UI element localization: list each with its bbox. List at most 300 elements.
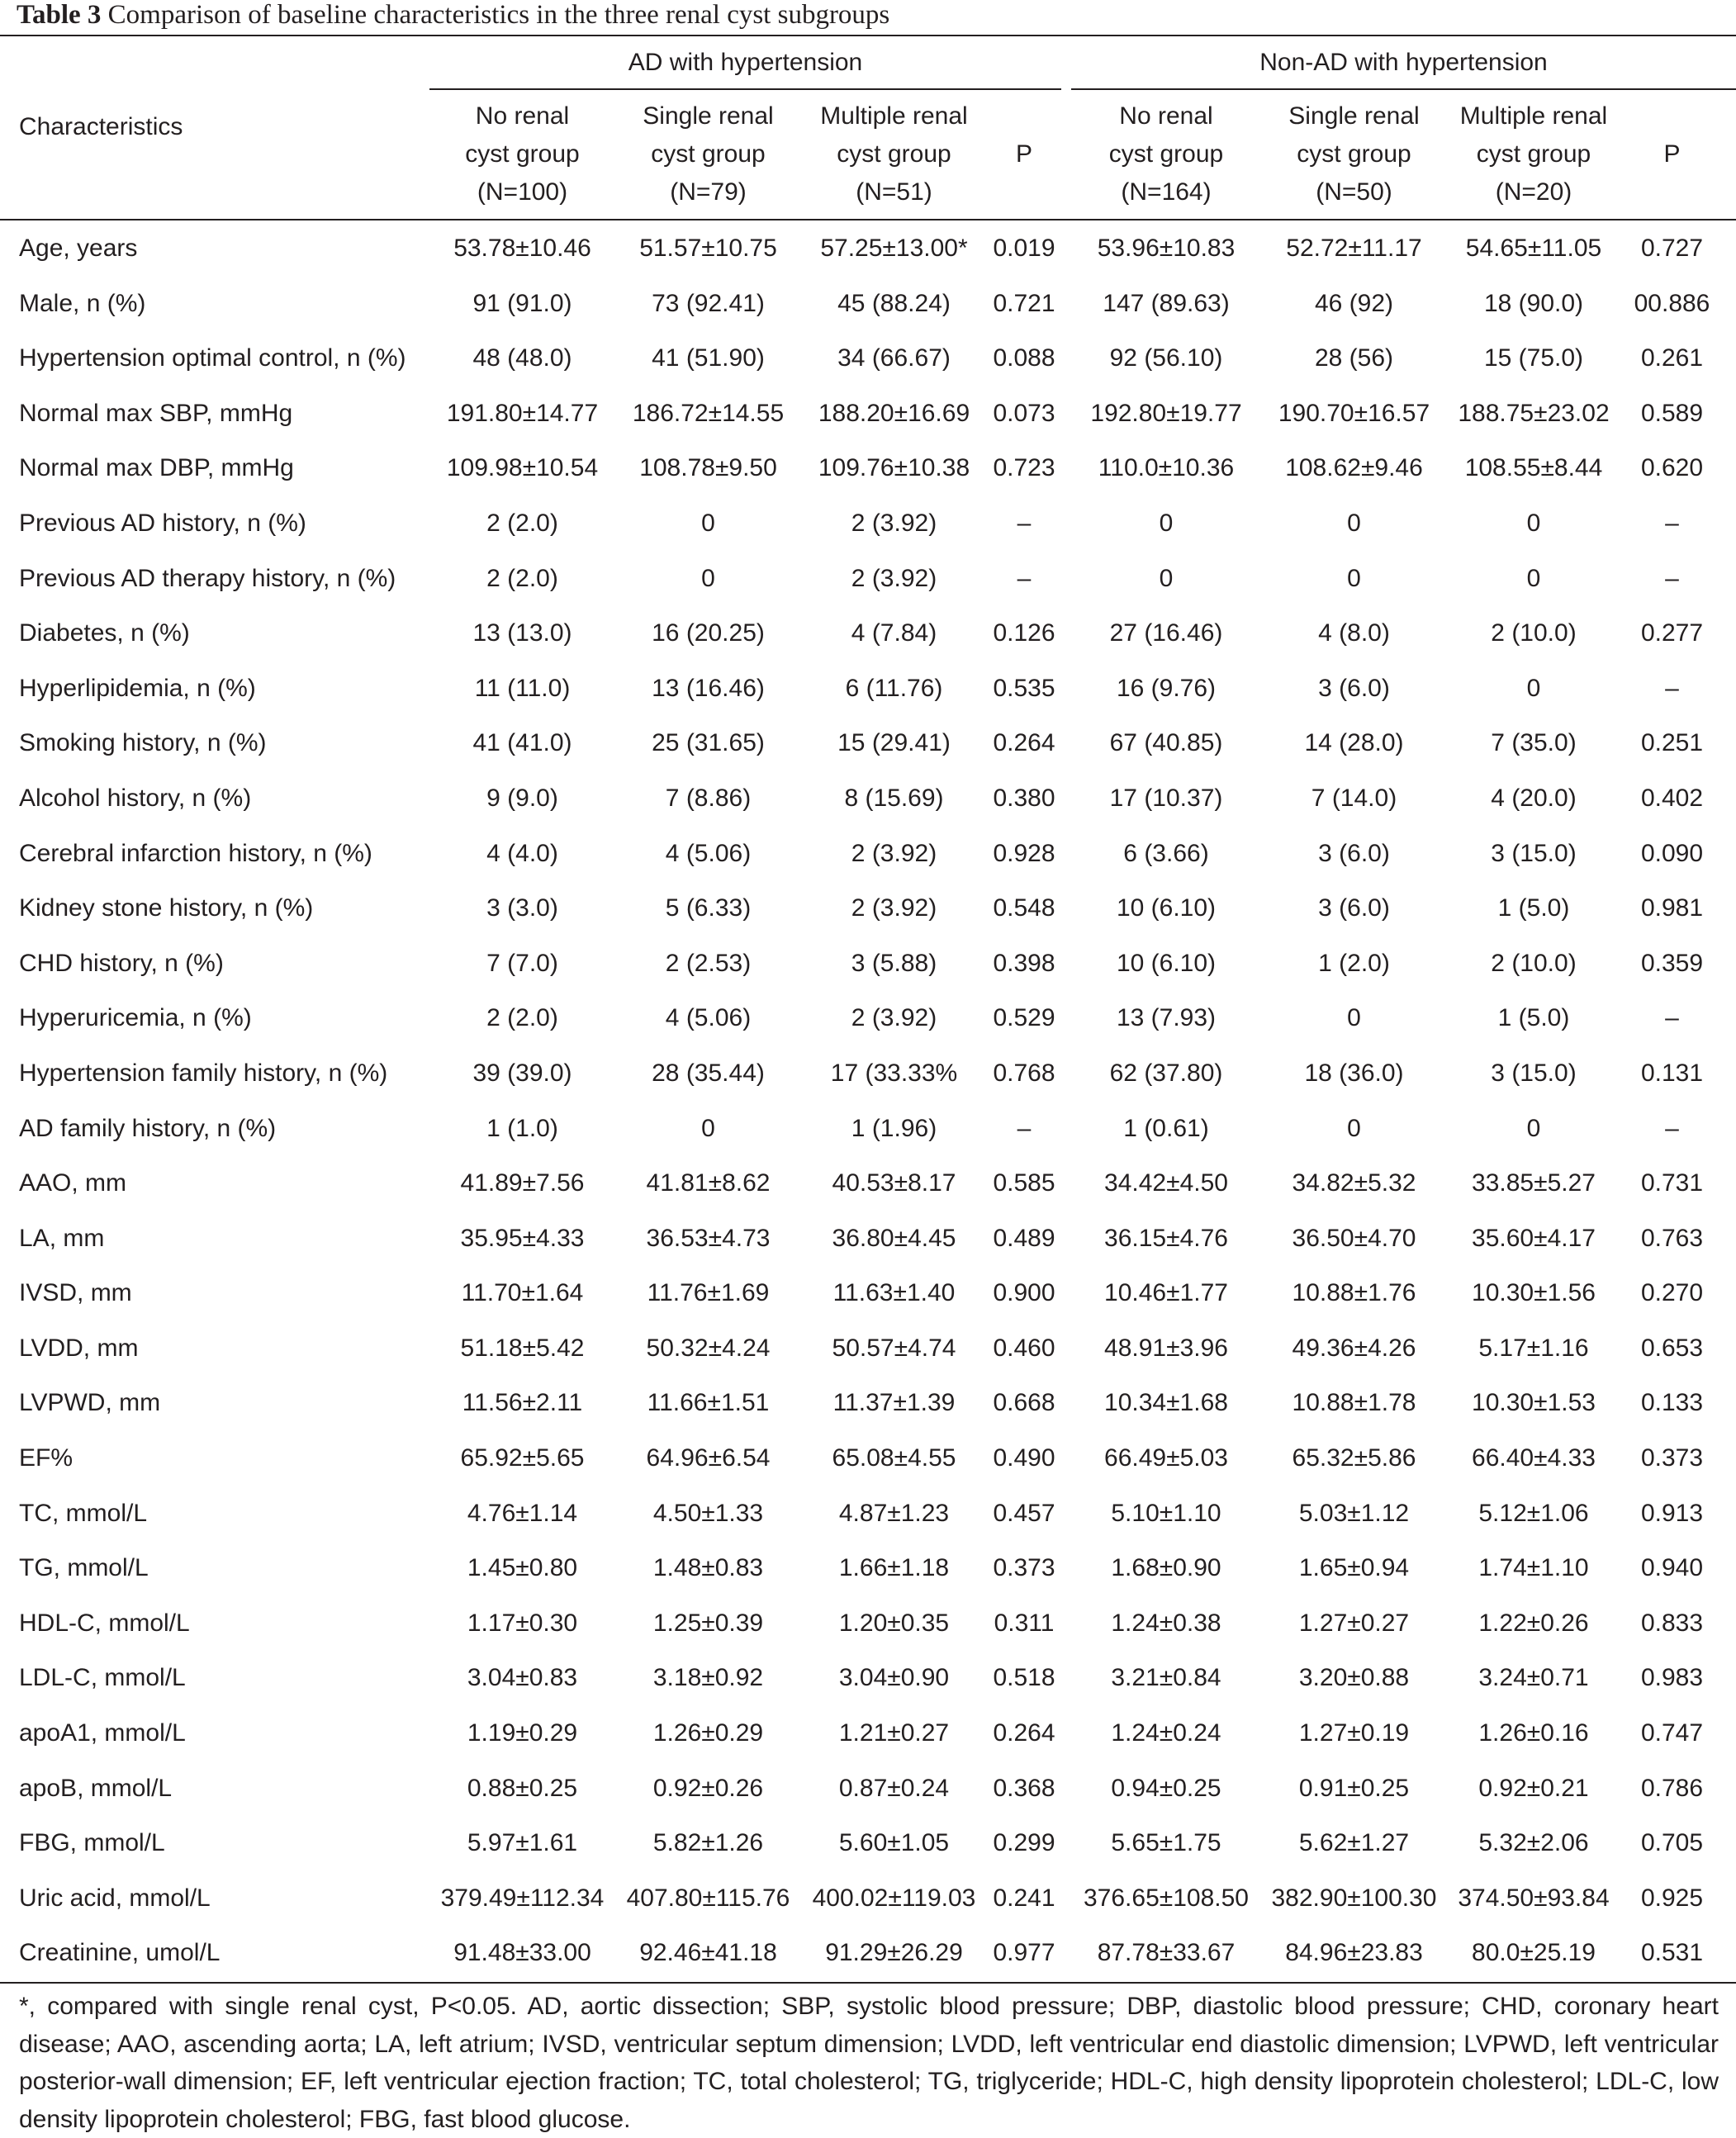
cell-nonad-single-cyst: 1 (2.0) — [1318, 949, 1390, 977]
cell-ad-single-cyst: 11.76±1.69 — [647, 1279, 770, 1307]
cell-ad-single-cyst: 28 (35.44) — [652, 1059, 765, 1087]
row-label: AD family history, n (%) — [19, 1114, 277, 1142]
cell-ad-single-cyst: 73 (92.41) — [652, 289, 765, 317]
cell-nonad-multiple-cyst: 1 (5.0) — [1497, 1004, 1570, 1032]
table-row — [0, 1102, 1736, 1157]
table-row — [0, 441, 1736, 496]
cell-ad-p: 0.264 — [993, 729, 1055, 757]
cell-ad-p: 0.373 — [993, 1554, 1055, 1582]
cell-nonad-no-cyst: 66.49±5.03 — [1104, 1444, 1228, 1472]
col-header-nonad-multiple-cyst — [1447, 97, 1620, 211]
col-header-nonad-p — [1620, 135, 1724, 173]
cell-nonad-no-cyst: 5.65±1.75 — [1111, 1829, 1221, 1857]
cell-ad-no-cyst: 3.04±0.83 — [467, 1664, 578, 1692]
cell-ad-p: 0.241 — [993, 1884, 1055, 1912]
col-header-line: Single renal — [1288, 102, 1420, 130]
cell-nonad-multiple-cyst: 3 (15.0) — [1491, 1059, 1577, 1087]
cell-ad-no-cyst: 1 (1.0) — [486, 1114, 558, 1142]
cell-ad-single-cyst: 2 (2.53) — [665, 949, 752, 977]
cell-ad-single-cyst: 108.78±9.50 — [639, 454, 777, 482]
row-label: LDL-C, mmol/L — [19, 1664, 186, 1692]
cell-nonad-p: 00.886 — [1634, 289, 1710, 317]
cell-nonad-p: 0.833 — [1640, 1609, 1704, 1637]
cell-nonad-p: 0.653 — [1640, 1334, 1704, 1362]
cell-ad-no-cyst: 35.95±4.33 — [460, 1224, 585, 1252]
cell-nonad-single-cyst: 4 (8.0) — [1318, 619, 1390, 647]
cell-ad-single-cyst: 407.80±115.76 — [626, 1884, 790, 1912]
cell-nonad-single-cyst: 0 — [1347, 564, 1361, 592]
col-header-nonad-no-cyst — [1071, 97, 1261, 211]
cell-nonad-no-cyst: 62 (37.80) — [1109, 1059, 1223, 1087]
cell-ad-p: – — [1017, 1114, 1032, 1142]
row-label: CHD history, n (%) — [19, 949, 224, 977]
cell-ad-p: 0.380 — [993, 784, 1055, 812]
cell-ad-no-cyst: 2 (2.0) — [486, 1004, 558, 1032]
cell-nonad-p: 0.133 — [1640, 1389, 1704, 1417]
row-label: LVDD, mm — [19, 1334, 139, 1362]
cell-nonad-multiple-cyst: 80.0±25.19 — [1472, 1939, 1596, 1967]
cell-ad-single-cyst: 4.50±1.33 — [652, 1499, 764, 1527]
cell-nonad-p: 0.589 — [1640, 399, 1704, 427]
table-row — [0, 1211, 1736, 1267]
cell-ad-multiple-cyst: 11.63±1.40 — [832, 1279, 956, 1307]
cell-nonad-multiple-cyst: 0 — [1526, 1114, 1541, 1142]
cell-ad-no-cyst: 51.18±5.42 — [460, 1334, 585, 1362]
table-footnote: *, compared with single renal cyst, P<0.05. AD, aortic dissection; SBP, systolic blood pressure; DBP, diastolic blood pressure; CHD, coronary heart disease; AAO, ascending aorta; LA, left atrium; IVSD, ventricular septum dimension; LVDD, left ventricular end diastolic dimension; LVPWD, left ventricular posterior-wall dimension; EF, left ventricular ejection fraction; TC, total cholesterol; TG, triglyceride; HDL-C, high density lipoprotein cholesterol; LDL-C, low density lipoprotein cholesterol; FBG, fast blood glucose. — [19, 1993, 1719, 2133]
row-label: HDL-C, mmol/L — [19, 1609, 190, 1637]
cell-nonad-single-cyst: 10.88±1.78 — [1292, 1389, 1416, 1417]
cell-nonad-single-cyst: 5.62±1.27 — [1298, 1829, 1410, 1857]
cell-nonad-multiple-cyst: 1.74±1.10 — [1478, 1554, 1589, 1582]
cell-nonad-single-cyst: 3 (6.0) — [1318, 839, 1390, 867]
table-row — [0, 386, 1736, 442]
cell-ad-no-cyst: 2 (2.0) — [486, 509, 558, 537]
cell-nonad-no-cyst: 10 (6.10) — [1116, 894, 1217, 922]
cell-ad-no-cyst: 13 (13.0) — [472, 619, 572, 647]
cell-ad-no-cyst: 379.49±112.34 — [440, 1884, 605, 1912]
col-header-line: P — [1015, 140, 1032, 168]
cell-ad-single-cyst: 25 (31.65) — [652, 729, 765, 757]
cell-nonad-p: – — [1665, 1004, 1679, 1032]
cell-nonad-p: – — [1665, 1114, 1679, 1142]
cell-nonad-p: 0.913 — [1640, 1499, 1704, 1527]
col-header-line: (N=51) — [856, 178, 932, 206]
cell-ad-multiple-cyst: 40.53±8.17 — [832, 1169, 956, 1197]
row-label: Hyperuricemia, n (%) — [19, 1004, 252, 1032]
table-row — [0, 716, 1736, 771]
cell-nonad-multiple-cyst: 0 — [1526, 674, 1541, 702]
cell-nonad-single-cyst: 3.20±0.88 — [1298, 1664, 1410, 1692]
table-row — [0, 661, 1736, 717]
cell-nonad-multiple-cyst: 0 — [1526, 509, 1541, 537]
cell-ad-multiple-cyst: 6 (11.76) — [845, 674, 943, 702]
cell-ad-single-cyst: 0 — [701, 564, 715, 592]
table-row — [0, 1046, 1736, 1102]
cell-ad-multiple-cyst: 1 (1.96) — [851, 1114, 937, 1142]
table-row — [0, 1706, 1736, 1761]
cell-ad-p: 0.723 — [993, 454, 1055, 482]
col-header-line: (N=164) — [1121, 178, 1212, 206]
cell-ad-multiple-cyst: 8 (15.69) — [844, 784, 944, 812]
cell-nonad-p: 0.763 — [1640, 1224, 1704, 1252]
col-header-ad-single-cyst — [615, 97, 801, 211]
cell-ad-single-cyst: 186.72±14.55 — [632, 399, 785, 427]
cell-ad-no-cyst: 91 (91.0) — [472, 289, 572, 317]
cell-nonad-no-cyst: 53.96±10.83 — [1097, 235, 1236, 262]
cell-ad-single-cyst: 0.92±0.26 — [652, 1774, 764, 1802]
col-header-line: cyst group — [1108, 140, 1224, 168]
cell-ad-multiple-cyst: 36.80±4.45 — [832, 1224, 956, 1252]
cell-nonad-multiple-cyst: 7 (35.0) — [1491, 729, 1577, 757]
cell-ad-p: 0.490 — [993, 1444, 1055, 1472]
cell-ad-p: 0.548 — [993, 894, 1055, 922]
row-label: FBG, mmol/L — [19, 1829, 165, 1857]
cell-nonad-single-cyst: 34.82±5.32 — [1292, 1169, 1416, 1197]
table-title: Comparison of baseline characteristics in the three renal cyst subgroups — [107, 0, 890, 30]
table-label: Table 3 — [17, 0, 102, 30]
cell-ad-p: 0.019 — [993, 235, 1055, 262]
row-label: LA, mm — [19, 1224, 105, 1252]
cell-ad-single-cyst: 92.46±41.18 — [639, 1939, 777, 1967]
table-caption — [17, 0, 889, 33]
cell-nonad-single-cyst: 10.88±1.76 — [1292, 1279, 1416, 1307]
col-header-line: No renal — [475, 102, 570, 130]
row-label: Alcohol history, n (%) — [19, 784, 252, 812]
cell-ad-single-cyst: 1.26±0.29 — [652, 1719, 764, 1747]
cell-ad-no-cyst: 53.78±10.46 — [453, 235, 591, 262]
cell-ad-single-cyst: 16 (20.25) — [652, 619, 765, 647]
cell-ad-p: 0.398 — [993, 949, 1055, 977]
cell-nonad-p: – — [1665, 509, 1679, 537]
cell-ad-single-cyst: 51.57±10.75 — [639, 235, 777, 262]
cell-nonad-multiple-cyst: 54.65±11.05 — [1465, 235, 1602, 262]
cell-ad-multiple-cyst: 188.20±16.69 — [818, 399, 970, 427]
cell-ad-multiple-cyst: 11.37±1.39 — [832, 1389, 956, 1417]
cell-nonad-multiple-cyst: 15 (75.0) — [1483, 344, 1584, 372]
cell-ad-multiple-cyst: 15 (29.41) — [837, 729, 951, 757]
col-header-line: (N=50) — [1316, 178, 1392, 206]
cell-nonad-p: 0.705 — [1640, 1829, 1704, 1857]
cell-ad-single-cyst: 0 — [701, 1114, 715, 1142]
cell-ad-p: 0.311 — [994, 1609, 1055, 1637]
col-header-ad-p — [987, 135, 1061, 173]
cell-ad-no-cyst: 7 (7.0) — [486, 949, 558, 977]
cell-ad-multiple-cyst: 109.76±10.38 — [818, 454, 970, 482]
cell-nonad-p: 0.373 — [1640, 1444, 1704, 1472]
col-header-line: Multiple renal — [820, 102, 968, 130]
cell-nonad-p: 0.727 — [1640, 235, 1704, 262]
cell-nonad-p: 0.402 — [1640, 784, 1704, 812]
cell-ad-multiple-cyst: 34 (66.67) — [837, 344, 951, 372]
table-row — [0, 1816, 1736, 1871]
cell-ad-multiple-cyst: 3.04±0.90 — [838, 1664, 950, 1692]
cell-nonad-p: 0.747 — [1640, 1719, 1704, 1747]
cell-ad-no-cyst: 3 (3.0) — [486, 894, 558, 922]
table-row — [0, 771, 1736, 827]
row-label: AAO, mm — [19, 1169, 127, 1197]
table-row — [0, 331, 1736, 386]
table-row — [0, 221, 1736, 277]
cell-nonad-single-cyst: 3 (6.0) — [1318, 894, 1390, 922]
table-row — [0, 1541, 1736, 1596]
cell-nonad-single-cyst: 382.90±100.30 — [1271, 1884, 1437, 1912]
cell-ad-no-cyst: 9 (9.0) — [486, 784, 558, 812]
cell-ad-single-cyst: 11.66±1.51 — [647, 1389, 770, 1417]
cell-ad-p: 0.073 — [993, 399, 1055, 427]
cell-nonad-multiple-cyst: 10.30±1.53 — [1472, 1389, 1596, 1417]
cell-ad-multiple-cyst: 0.87±0.24 — [838, 1774, 950, 1802]
cell-ad-multiple-cyst: 2 (3.92) — [851, 839, 937, 867]
cell-nonad-single-cyst: 0 — [1347, 1004, 1361, 1032]
cell-ad-p: 0.529 — [993, 1004, 1055, 1032]
cell-ad-no-cyst: 41.89±7.56 — [460, 1169, 585, 1197]
cell-ad-p: 0.977 — [993, 1939, 1055, 1967]
cell-ad-no-cyst: 1.17±0.30 — [467, 1609, 578, 1637]
cell-ad-no-cyst: 65.92±5.65 — [460, 1444, 585, 1472]
group-header-ad: AD with hypertension — [628, 49, 863, 76]
col-header-line: Multiple renal — [1459, 102, 1608, 130]
cell-ad-no-cyst: 5.97±1.61 — [467, 1829, 578, 1857]
cell-nonad-single-cyst: 14 (28.0) — [1304, 729, 1404, 757]
table-row — [0, 1761, 1736, 1817]
row-label: Creatinine, umol/L — [19, 1939, 221, 1967]
cell-nonad-single-cyst: 1.27±0.27 — [1298, 1609, 1410, 1637]
row-label: Hypertension family history, n (%) — [19, 1059, 388, 1087]
cell-nonad-multiple-cyst: 2 (10.0) — [1491, 949, 1577, 977]
cell-nonad-no-cyst: 0 — [1159, 564, 1174, 592]
cell-ad-p: 0.088 — [993, 344, 1055, 372]
cell-ad-multiple-cyst: 65.08±4.55 — [832, 1444, 956, 1472]
cell-nonad-no-cyst: 0.94±0.25 — [1111, 1774, 1221, 1802]
cell-nonad-p: 0.270 — [1640, 1279, 1704, 1307]
table-row — [0, 936, 1736, 992]
cell-ad-multiple-cyst: 4 (7.84) — [851, 619, 937, 647]
cell-ad-p: 0.518 — [993, 1664, 1055, 1692]
cell-nonad-p: 0.251 — [1640, 729, 1704, 757]
cell-ad-single-cyst: 1.25±0.39 — [652, 1609, 764, 1637]
cell-nonad-single-cyst: 84.96±23.83 — [1285, 1939, 1423, 1967]
cell-ad-p: 0.535 — [993, 674, 1055, 702]
row-label: Diabetes, n (%) — [19, 619, 190, 647]
table-row — [0, 1596, 1736, 1652]
cell-nonad-no-cyst: 17 (10.37) — [1109, 784, 1223, 812]
cell-ad-multiple-cyst: 3 (5.88) — [851, 949, 937, 977]
cell-nonad-p: 0.940 — [1640, 1554, 1704, 1582]
bottom-rule — [0, 1982, 1736, 1984]
cell-ad-single-cyst: 7 (8.86) — [665, 784, 752, 812]
row-label: apoA1, mmol/L — [19, 1719, 186, 1747]
table-row — [0, 1486, 1736, 1542]
table-row — [0, 552, 1736, 607]
cell-nonad-multiple-cyst: 5.17±1.16 — [1478, 1334, 1589, 1362]
cell-nonad-no-cyst: 0 — [1159, 509, 1174, 537]
cell-nonad-single-cyst: 18 (36.0) — [1304, 1059, 1404, 1087]
row-label: Previous AD history, n (%) — [19, 509, 306, 537]
cell-nonad-multiple-cyst: 3.24±0.71 — [1478, 1664, 1589, 1692]
cell-ad-p: 0.460 — [993, 1334, 1055, 1362]
col-header-line: (N=20) — [1495, 178, 1572, 206]
cell-ad-no-cyst: 0.88±0.25 — [467, 1774, 578, 1802]
cell-nonad-multiple-cyst: 0 — [1526, 564, 1541, 592]
cell-ad-multiple-cyst: 57.25±13.00* — [820, 235, 968, 262]
row-label: Normal max SBP, mmHg — [19, 399, 293, 427]
cell-nonad-single-cyst: 3 (6.0) — [1318, 674, 1390, 702]
row-label: Cerebral infarction history, n (%) — [19, 839, 372, 867]
cell-nonad-p: 0.731 — [1640, 1169, 1704, 1197]
cell-ad-single-cyst: 1.48±0.83 — [652, 1554, 764, 1582]
cell-ad-no-cyst: 39 (39.0) — [472, 1059, 572, 1087]
cell-ad-single-cyst: 4 (5.06) — [665, 1004, 752, 1032]
cell-nonad-multiple-cyst: 5.32±2.06 — [1478, 1829, 1589, 1857]
table-row — [0, 881, 1736, 936]
top-rule — [0, 35, 1736, 36]
cell-ad-no-cyst: 1.45±0.80 — [467, 1554, 578, 1582]
cell-ad-p: 0.457 — [993, 1499, 1055, 1527]
table-row — [0, 1376, 1736, 1431]
cell-nonad-no-cyst: 10 (6.10) — [1116, 949, 1217, 977]
cell-ad-multiple-cyst: 4.87±1.23 — [838, 1499, 950, 1527]
cell-nonad-multiple-cyst: 2 (10.0) — [1491, 619, 1577, 647]
cell-ad-multiple-cyst: 91.29±26.29 — [825, 1939, 963, 1967]
cell-ad-single-cyst: 13 (16.46) — [652, 674, 765, 702]
cell-nonad-single-cyst: 28 (56) — [1314, 344, 1394, 372]
cell-ad-p: 0.928 — [993, 839, 1055, 867]
col-header-line: No renal — [1119, 102, 1213, 130]
col-header-nonad-single-cyst — [1261, 97, 1447, 211]
cell-nonad-multiple-cyst: 66.40±4.33 — [1472, 1444, 1596, 1472]
cell-ad-multiple-cyst: 1.21±0.27 — [838, 1719, 950, 1747]
cell-nonad-no-cyst: 5.10±1.10 — [1111, 1499, 1221, 1527]
cell-nonad-no-cyst: 87.78±33.67 — [1097, 1939, 1236, 1967]
cell-nonad-p: 0.925 — [1640, 1884, 1704, 1912]
cell-ad-single-cyst: 41.81±8.62 — [646, 1169, 771, 1197]
cell-ad-no-cyst: 191.80±14.77 — [446, 399, 599, 427]
cell-nonad-multiple-cyst: 1.22±0.26 — [1478, 1609, 1589, 1637]
cell-nonad-no-cyst: 1.24±0.24 — [1111, 1719, 1221, 1747]
cell-nonad-no-cyst: 16 (9.76) — [1116, 674, 1217, 702]
cell-nonad-multiple-cyst: 1.26±0.16 — [1478, 1719, 1589, 1747]
cell-nonad-multiple-cyst: 1 (5.0) — [1497, 894, 1570, 922]
cell-ad-no-cyst: 4.76±1.14 — [467, 1499, 578, 1527]
cell-nonad-p: 0.359 — [1640, 949, 1704, 977]
cell-ad-single-cyst: 50.32±4.24 — [646, 1334, 771, 1362]
cell-nonad-p: 0.983 — [1640, 1664, 1704, 1692]
cell-nonad-no-cyst: 1 (0.61) — [1123, 1114, 1209, 1142]
table-row — [0, 827, 1736, 882]
col-header-line: cyst group — [651, 140, 766, 168]
cell-nonad-no-cyst: 10.46±1.77 — [1104, 1279, 1228, 1307]
cell-nonad-p: 0.277 — [1640, 619, 1704, 647]
cell-ad-p: 0.368 — [993, 1774, 1055, 1802]
cell-ad-single-cyst: 36.53±4.73 — [646, 1224, 771, 1252]
cell-nonad-p: – — [1665, 564, 1679, 592]
cell-ad-multiple-cyst: 2 (3.92) — [851, 1004, 937, 1032]
cell-ad-single-cyst: 64.96±6.54 — [646, 1444, 771, 1472]
cell-ad-p: 0.126 — [993, 619, 1055, 647]
cell-nonad-p: 0.261 — [1640, 344, 1704, 372]
cell-ad-p: 0.768 — [993, 1059, 1055, 1087]
table-row — [0, 606, 1736, 661]
cell-nonad-no-cyst: 10.34±1.68 — [1104, 1389, 1228, 1417]
table-row — [0, 991, 1736, 1046]
row-label: Normal max DBP, mmHg — [19, 454, 294, 482]
cell-nonad-single-cyst: 49.36±4.26 — [1292, 1334, 1416, 1362]
cell-nonad-no-cyst: 6 (3.66) — [1123, 839, 1209, 867]
cell-nonad-multiple-cyst: 0.92±0.21 — [1478, 1774, 1589, 1802]
cell-ad-multiple-cyst: 400.02±119.03 — [812, 1884, 976, 1912]
cell-nonad-no-cyst: 67 (40.85) — [1109, 729, 1223, 757]
cell-nonad-single-cyst: 108.62±9.46 — [1285, 454, 1423, 482]
cell-ad-multiple-cyst: 1.20±0.35 — [838, 1609, 950, 1637]
cell-ad-no-cyst: 48 (48.0) — [472, 344, 572, 372]
cell-ad-p: – — [1017, 564, 1032, 592]
cell-ad-single-cyst: 0 — [701, 509, 715, 537]
col-header-line: Single renal — [643, 102, 774, 130]
table-row — [0, 1266, 1736, 1321]
cell-nonad-single-cyst: 7 (14.0) — [1311, 784, 1397, 812]
col-header-ad-no-cyst — [429, 97, 615, 211]
cell-nonad-multiple-cyst: 33.85±5.27 — [1472, 1169, 1596, 1197]
cell-nonad-no-cyst: 36.15±4.76 — [1104, 1224, 1228, 1252]
cell-ad-p: 0.721 — [993, 289, 1055, 317]
header-rule — [0, 219, 1736, 220]
cell-nonad-single-cyst: 36.50±4.70 — [1292, 1224, 1416, 1252]
cell-nonad-no-cyst: 147 (89.63) — [1103, 289, 1230, 317]
cell-nonad-multiple-cyst: 188.75±23.02 — [1458, 399, 1610, 427]
cell-nonad-single-cyst: 52.72±11.17 — [1286, 235, 1422, 262]
col-header-line: cyst group — [1297, 140, 1411, 168]
col-header-line: cyst group — [837, 140, 951, 168]
cell-ad-multiple-cyst: 5.60±1.05 — [838, 1829, 950, 1857]
col-header-line: cyst group — [465, 140, 580, 168]
row-label: TC, mmol/L — [19, 1499, 148, 1527]
cell-ad-multiple-cyst: 45 (88.24) — [837, 289, 951, 317]
cell-nonad-multiple-cyst: 5.12±1.06 — [1478, 1499, 1589, 1527]
table-row — [0, 1871, 1736, 1927]
cell-nonad-p: 0.981 — [1640, 894, 1704, 922]
row-label: Kidney stone history, n (%) — [19, 894, 314, 922]
cell-ad-multiple-cyst: 50.57±4.74 — [832, 1334, 956, 1362]
characteristics-header: Characteristics — [19, 113, 183, 140]
cell-ad-no-cyst: 109.98±10.54 — [446, 454, 599, 482]
cell-nonad-p: – — [1665, 674, 1679, 702]
cell-ad-multiple-cyst: 2 (3.92) — [851, 894, 937, 922]
cell-ad-single-cyst: 41 (51.90) — [652, 344, 765, 372]
table-row — [0, 277, 1736, 332]
cell-nonad-single-cyst: 1.65±0.94 — [1298, 1554, 1410, 1582]
cell-ad-p: 0.489 — [993, 1224, 1055, 1252]
cell-nonad-no-cyst: 110.0±10.36 — [1098, 454, 1235, 482]
cell-nonad-no-cyst: 48.91±3.96 — [1104, 1334, 1228, 1362]
cell-nonad-no-cyst: 1.24±0.38 — [1111, 1609, 1221, 1637]
cell-nonad-multiple-cyst: 3 (15.0) — [1491, 839, 1577, 867]
cell-nonad-no-cyst: 3.21±0.84 — [1111, 1664, 1221, 1692]
group-header-nonad: Non-AD with hypertension — [1259, 49, 1548, 76]
cell-nonad-p: 0.620 — [1640, 454, 1704, 482]
table-row — [0, 1431, 1736, 1486]
cell-nonad-multiple-cyst: 374.50±93.84 — [1458, 1884, 1610, 1912]
table-row — [0, 1156, 1736, 1211]
cell-nonad-single-cyst: 0 — [1347, 1114, 1361, 1142]
cell-nonad-no-cyst: 13 (7.93) — [1116, 1004, 1217, 1032]
row-label: Male, n (%) — [19, 289, 146, 317]
cell-ad-single-cyst: 5.82±1.26 — [652, 1829, 764, 1857]
group-rule-nonad — [1071, 88, 1736, 90]
cell-ad-multiple-cyst: 2 (3.92) — [851, 564, 937, 592]
row-label: Hyperlipidemia, n (%) — [19, 674, 256, 702]
cell-nonad-no-cyst: 92 (56.10) — [1109, 344, 1223, 372]
cell-nonad-single-cyst: 190.70±16.57 — [1278, 399, 1430, 427]
